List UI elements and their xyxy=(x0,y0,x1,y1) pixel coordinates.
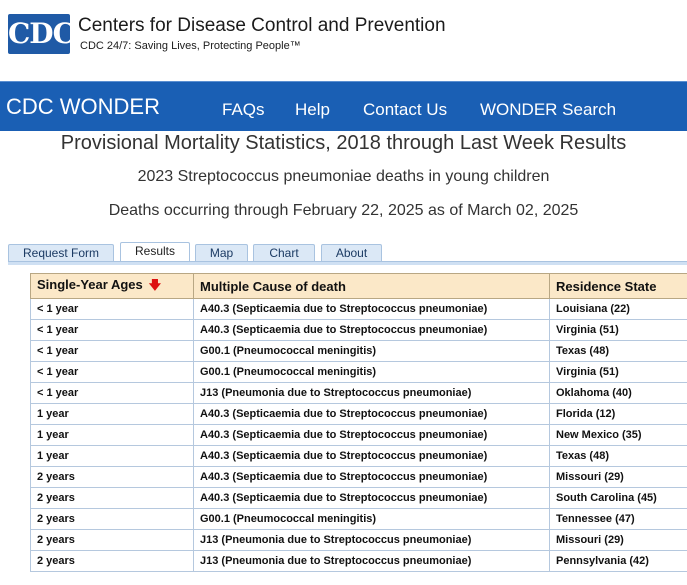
cell-state: New Mexico (35) xyxy=(550,425,687,446)
nav-faqs[interactable]: FAQs xyxy=(222,100,265,119)
table-row xyxy=(31,383,687,404)
cell-cause: G00.1 (Pneumococcal meningitis) xyxy=(194,509,550,530)
table-row xyxy=(31,362,687,383)
sort-down-icon[interactable]: 🡇 xyxy=(148,277,162,292)
table-row xyxy=(31,341,687,362)
table-row xyxy=(31,404,687,425)
cell-state: Missouri (29) xyxy=(550,467,687,488)
brand-link[interactable]: CDC WONDER xyxy=(6,94,160,119)
cell-state: Florida (12) xyxy=(550,404,687,425)
cell-age: 2 years xyxy=(31,467,194,488)
cell-cause: J13 (Pneumonia due to Streptococcus pneumoniae) xyxy=(194,551,550,572)
cell-age: 2 years xyxy=(31,551,194,572)
header-multiple-cause[interactable]: Multiple Cause of death xyxy=(194,274,550,299)
tab-request-form[interactable]: Request Form xyxy=(8,244,114,262)
cell-cause: G00.1 (Pneumococcal meningitis) xyxy=(194,341,550,362)
cell-age: 1 year xyxy=(31,446,194,467)
cell-cause: J13 (Pneumonia due to Streptococcus pneumoniae) xyxy=(194,383,550,404)
tab-map[interactable]: Map xyxy=(195,244,248,262)
tagline: CDC 24/7: Saving Lives, Protecting People™ xyxy=(80,40,301,52)
table-row xyxy=(31,530,687,551)
table-row xyxy=(31,299,687,320)
navbar xyxy=(0,81,687,131)
nav-contact-us[interactable]: Contact Us xyxy=(363,100,448,119)
cell-state: Texas (48) xyxy=(550,341,687,362)
cell-state: Tennessee (47) xyxy=(550,509,687,530)
cdc-logo[interactable]: CDC xyxy=(8,14,70,54)
cell-cause: A40.3 (Septicaemia due to Streptococcus pneumoniae) xyxy=(194,488,550,509)
cell-age: < 1 year xyxy=(31,320,194,341)
date-note: Deaths occurring through February 22, 2025 as of March 02, 2025 xyxy=(108,202,579,219)
nav-help[interactable]: Help xyxy=(295,100,330,119)
tab-underline xyxy=(8,261,687,265)
cell-state: South Carolina (45) xyxy=(550,488,687,509)
table-row xyxy=(31,425,687,446)
tab-chart[interactable]: Chart xyxy=(253,244,315,262)
cell-cause: A40.3 (Septicaemia due to Streptococcus pneumoniae) xyxy=(194,467,550,488)
cell-cause: A40.3 (Septicaemia due to Streptococcus pneumoniae) xyxy=(194,404,550,425)
cell-state: Pennsylvania (42) xyxy=(550,551,687,572)
cell-age: 1 year xyxy=(31,425,194,446)
table-row xyxy=(31,446,687,467)
cell-state: Virginia (51) xyxy=(550,362,687,383)
org-name[interactable]: Centers for Disease Control and Prevention xyxy=(78,15,446,36)
results-table xyxy=(30,273,687,572)
cell-state: Missouri (29) xyxy=(550,530,687,551)
header-residence-state[interactable]: Residence State xyxy=(550,274,687,299)
cell-age: 2 years xyxy=(31,530,194,551)
table-row xyxy=(31,509,687,530)
cell-cause: A40.3 (Septicaemia due to Streptococcus pneumoniae) xyxy=(194,425,550,446)
table-row xyxy=(31,467,687,488)
tab-about[interactable]: About xyxy=(321,244,382,262)
cell-cause: A40.3 (Septicaemia due to Streptococcus pneumoniae) xyxy=(194,299,550,320)
cell-cause: A40.3 (Septicaemia due to Streptococcus pneumoniae) xyxy=(194,320,550,341)
cell-age: 1 year xyxy=(31,404,194,425)
cell-state: Louisiana (22) xyxy=(550,299,687,320)
table-row xyxy=(31,551,687,572)
cell-age: < 1 year xyxy=(31,362,194,383)
cell-age: < 1 year xyxy=(31,299,194,320)
header-label: Single-Year Ages xyxy=(37,276,143,292)
cell-state: Oklahoma (40) xyxy=(550,383,687,404)
table-body xyxy=(31,299,687,572)
table-row xyxy=(31,488,687,509)
page-subtitle: 2023 Streptococcus pneumoniae deaths in young children xyxy=(137,168,550,185)
cell-age: 2 years xyxy=(31,509,194,530)
cell-cause: J13 (Pneumonia due to Streptococcus pneumoniae) xyxy=(194,530,550,551)
table-row xyxy=(31,320,687,341)
cell-age: < 1 year xyxy=(31,341,194,362)
header-single-year-ages[interactable] xyxy=(31,274,194,299)
table-header-row xyxy=(31,274,687,299)
cell-cause: A40.3 (Septicaemia due to Streptococcus pneumoniae) xyxy=(194,446,550,467)
cdc-header xyxy=(0,0,687,80)
cell-cause: G00.1 (Pneumococcal meningitis) xyxy=(194,362,550,383)
tab-results[interactable]: Results xyxy=(120,242,190,263)
nav-wonder-search[interactable]: WONDER Search xyxy=(480,100,617,119)
cell-state: Virginia (51) xyxy=(550,320,687,341)
page-title: Provisional Mortality Statistics, 2018 through Last Week Results xyxy=(60,132,627,154)
cell-state: Texas (48) xyxy=(550,446,687,467)
cell-age: < 1 year xyxy=(31,383,194,404)
cell-age: 2 years xyxy=(31,488,194,509)
results-table-wrapper xyxy=(30,273,687,572)
tab-bar xyxy=(8,242,687,262)
